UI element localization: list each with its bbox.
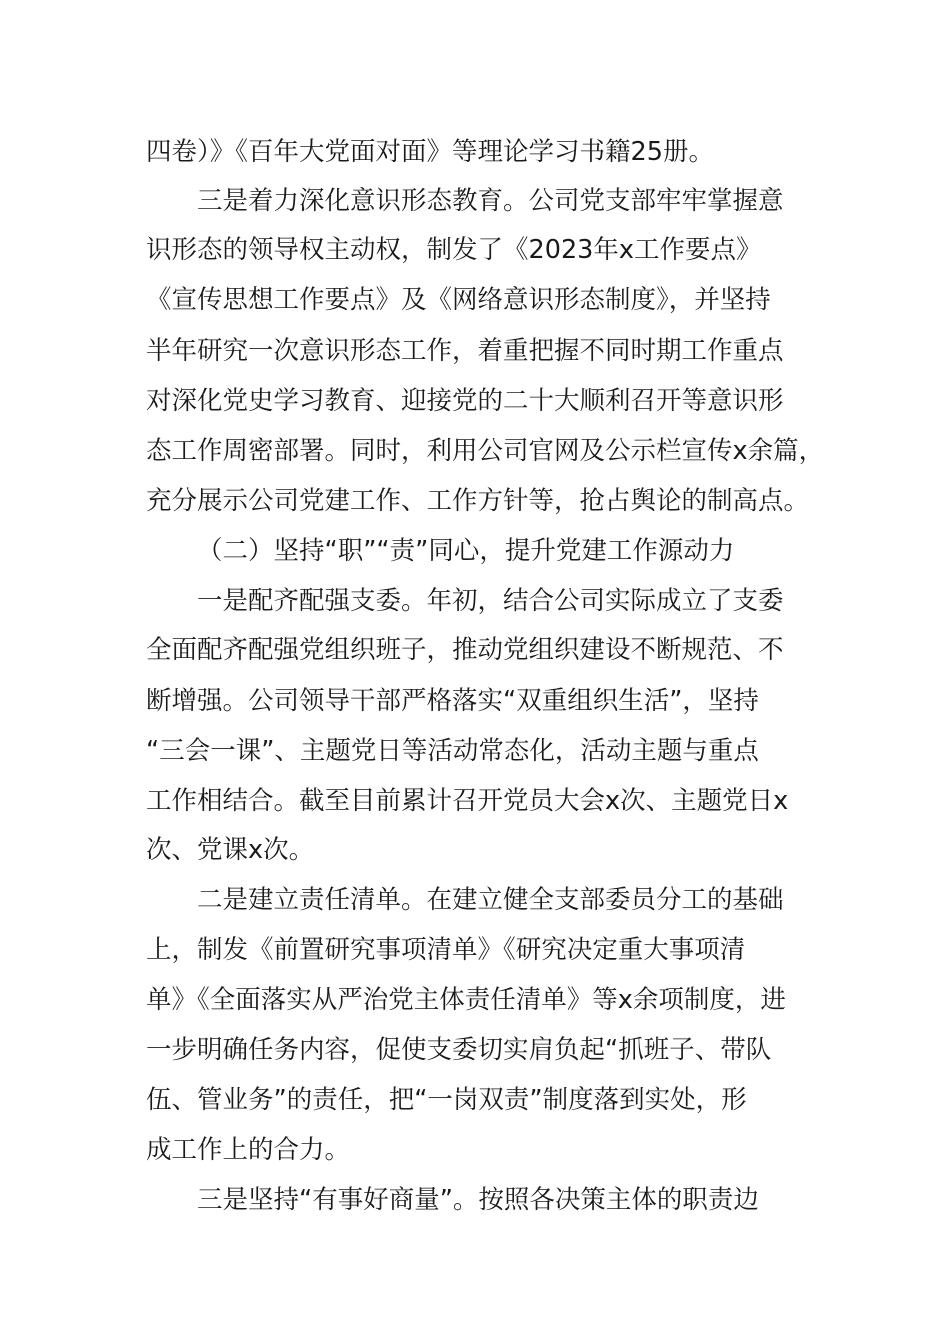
text-line: 四卷）》《百年大党面对面》等理论学习书籍25册。 bbox=[146, 137, 714, 167]
text-line: 工作相结合。截至目前累计召开党员大会x次、主题党日x bbox=[146, 786, 789, 816]
text-line: 断增强。公司领导干部严格落实“双重组织生活”，坚持 bbox=[146, 686, 759, 716]
text-line: 态工作周密部署。同时，利用公司官网及公示栏宣传x余篇， bbox=[146, 436, 825, 466]
section-heading: （二）坚持“职”“责”同心，提升党建工作源动力 bbox=[197, 536, 735, 566]
text-line: 成工作上的合力。 bbox=[146, 1135, 351, 1165]
text-line: 半年研究一次意识形态工作，着重把握不同时期工作重点 bbox=[146, 336, 784, 366]
text-line: 次、党课x次。 bbox=[146, 835, 315, 865]
paragraph-start: 三是坚持“有事好商量”。按照各决策主体的职责边 bbox=[197, 1185, 759, 1215]
text-line: 对深化党史学习教育、迎接党的二十大顺利召开等意识形 bbox=[146, 386, 784, 416]
text-line: 一步明确任务内容，促使支委切实肩负起“抓班子、带队 bbox=[146, 1035, 772, 1065]
text-line: 识形态的领导权主动权，制发了《2023年x工作要点》 bbox=[146, 235, 762, 265]
text-line: 充分展示公司党建工作、工作方针等，抢占舆论的制高点。 bbox=[146, 486, 810, 516]
text-line: 《宣传思想工作要点》及《网络意识形态制度》，并坚持 bbox=[146, 285, 771, 315]
text-line: 单》《全面落实从严治党主体责任清单》等x余项制度，进 bbox=[146, 985, 786, 1015]
paragraph-start: 三是着力深化意识形态教育。公司党支部牢牢掌握意 bbox=[197, 186, 784, 216]
text-line: “三会一课”、主题党日等活动常态化，活动主题与重点 bbox=[146, 736, 759, 766]
paragraph-start: 一是配齐配强支委。年初，结合公司实际成立了支委 bbox=[197, 586, 784, 616]
text-line: 上，制发《前置研究事项清单》《研究决定重大事项清 bbox=[146, 935, 746, 965]
text-line: 全面配齐配强党组织班子，推动党组织建设不断规范、不 bbox=[146, 635, 784, 665]
paragraph-start: 二是建立责任清单。在建立健全支部委员分工的基础 bbox=[197, 885, 784, 915]
text-line: 伍、管业务”的责任，把“一岗双责”制度落到实处，形 bbox=[146, 1085, 747, 1115]
